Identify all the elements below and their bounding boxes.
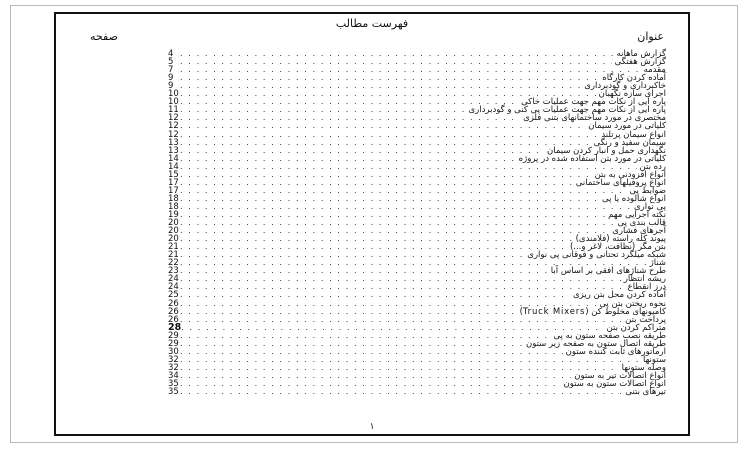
- column-header-topic: عنوان: [637, 30, 664, 43]
- toc-page-number: 18: [168, 193, 179, 204]
- toc-leader-dots: [180, 122, 585, 130]
- toc-entry-title: آجرهای فشاری: [612, 226, 666, 237]
- toc-leader-dots: [180, 211, 605, 219]
- toc-page-number: 34: [168, 370, 179, 381]
- toc-entry-title: ارماتورهای ثابت کننده ستون: [565, 346, 666, 357]
- toc-leader-dots: [180, 308, 517, 316]
- toc-page-number: 24: [168, 274, 179, 285]
- toc-page-number: 24: [168, 282, 179, 293]
- toc-leader-dots: [180, 219, 615, 227]
- toc-page-number: 17: [168, 177, 179, 188]
- toc-leader-dots: [180, 364, 619, 372]
- toc-page-number: 32: [168, 354, 179, 365]
- toc-entry-title: کلیاتی در مورد سیمان: [588, 121, 666, 132]
- toc-entry: [168, 58, 666, 66]
- toc-leader-dots: [180, 227, 609, 235]
- toc-page-number: 35: [168, 378, 179, 389]
- toc-leader-dots: [180, 58, 612, 66]
- toc-entry-title: مختصری در مورد ساختمانهای بتنی فلزی: [523, 113, 666, 124]
- page-number: ۱: [369, 422, 375, 432]
- toc-leader-dots: [180, 50, 614, 58]
- toc-entry: [168, 203, 666, 211]
- toc-page-number: 17: [168, 185, 179, 196]
- toc-page-number: 32: [168, 362, 179, 373]
- toc-entry-title: انواع اتصالات ستون به ستون: [563, 378, 666, 389]
- toc-page-number: 13: [168, 145, 179, 156]
- toc-leader-dots: [180, 251, 524, 259]
- toc-leader-dots: [180, 195, 599, 203]
- toc-leader-dots: [180, 114, 520, 122]
- toc-entry-title: گزارش ماهانه: [616, 49, 666, 60]
- toc-page-number: 9: [168, 73, 174, 84]
- toc-page-number: 10: [168, 89, 179, 100]
- toc-entry-title: سیمان سفید و رنگی: [593, 137, 666, 148]
- toc-page-number: 14: [168, 161, 179, 172]
- toc-entry-title: رده بتن: [639, 161, 666, 172]
- toc-page-number: 28: [168, 321, 182, 333]
- toc-leader-dots: [180, 316, 622, 324]
- toc-page-number: 23: [168, 266, 179, 277]
- toc-page-number: 21: [168, 242, 179, 253]
- toc-entry-title: آماده کردن کارگاه: [602, 73, 666, 84]
- toc-page-number: 26: [168, 306, 179, 317]
- toc-entry-title: نگهداری حمل و انبار کردن سیمان: [547, 145, 666, 156]
- toc-leader-dots: [180, 139, 591, 147]
- toc-entry: [168, 195, 666, 203]
- toc-leader-dots: [180, 106, 465, 114]
- toc-leader-dots: [181, 324, 603, 332]
- toc-leader-dots: [180, 340, 523, 348]
- toc-leader-dots: [180, 332, 550, 340]
- toc-page-number: 18: [168, 201, 179, 212]
- toc-entry-title: انواع شالوده یا پی: [602, 193, 666, 204]
- toc-page-number: 12: [168, 129, 179, 140]
- toc-leader-dots: [180, 203, 631, 211]
- toc-entry-title: انواع پروفیلهای ساختمانی: [575, 177, 666, 188]
- toc-page-number: 26: [168, 314, 179, 325]
- toc-entry-title: نکته اجرایی مهم: [608, 209, 666, 220]
- toc-leader-dots: [180, 267, 548, 275]
- toc-entry: [168, 308, 666, 316]
- toc-entry-title: انواع سیمان پرتلند: [601, 129, 666, 140]
- toc-entry-title: پرداخت بتن: [625, 314, 666, 325]
- toc-page-number: 30: [168, 346, 179, 357]
- toc-leader-dots: [180, 372, 571, 380]
- toc-entry-title: تیرهای بتنی: [625, 387, 666, 398]
- toc-entry: [168, 50, 666, 58]
- toc-entry: [168, 179, 666, 187]
- toc-entry-title: متراکم کردن بتن: [606, 322, 666, 333]
- toc-entry: [168, 380, 666, 388]
- toc-page-number: 21: [168, 250, 179, 261]
- toc-page-number: 25: [168, 290, 179, 301]
- toc-entry-title: پاره ایی از نکات مهم جهت عملیات خاکی: [521, 97, 666, 108]
- toc-entry-title: طریقه اتصال ستون به صفحه زیر ستون: [525, 338, 666, 349]
- toc-page-number: 10: [168, 97, 179, 108]
- toc-page-number: 12: [168, 113, 179, 124]
- toc-entry-title: ریشه انتظار: [623, 274, 666, 285]
- toc-leader-dots: [180, 163, 637, 171]
- toc-page-number: 26: [168, 298, 179, 309]
- toc-entry-title: کلیاتی در مورد بتن استفاده شده در پروژه: [518, 153, 666, 164]
- toc-leader-dots: [180, 388, 622, 396]
- toc-leader-dots: [180, 243, 567, 251]
- toc-leader-dots: [180, 187, 626, 195]
- toc-page-number: 20: [168, 226, 179, 237]
- toc-leader-dots: [180, 82, 581, 90]
- toc-entry: [168, 275, 666, 283]
- toc-entry-title: نحوه ریختن بتن پی: [599, 298, 666, 309]
- toc-entry: [168, 187, 666, 195]
- toc-page-number: 19: [168, 209, 179, 220]
- toc-page-number: 20: [168, 218, 179, 229]
- toc-page-number: 13: [168, 137, 179, 148]
- toc-page-number: 15: [168, 169, 179, 180]
- toc-entry: [168, 348, 666, 356]
- toc-leader-dots: [180, 98, 518, 106]
- toc-entry-title: خاکبرداری و گودبرداری: [584, 81, 666, 92]
- toc-leader-dots: [180, 275, 621, 283]
- toc-entry-title: کامیونهای مخلوط کن (Truck Mixers): [519, 306, 666, 317]
- toc-page-number: 14: [168, 153, 179, 164]
- toc-leader-dots: [180, 235, 573, 243]
- toc-entry: [168, 130, 666, 138]
- toc-entry-title: ضوابط پی: [629, 185, 666, 196]
- toc-entry: [168, 163, 666, 171]
- toc-leader-dots: [180, 380, 561, 388]
- toc-page-number: 5: [168, 57, 174, 68]
- toc-entry: [168, 66, 666, 74]
- document-page: [54, 12, 690, 436]
- toc-entry-title: طرح شناژهای افقی بر اساس آبا: [550, 266, 666, 277]
- toc-entry-title: اجرای سازه نگهبان: [598, 89, 666, 100]
- toc-leader-dots: [180, 66, 641, 74]
- toc-entry: [168, 251, 666, 259]
- toc-entry: [168, 122, 666, 130]
- toc-page-number: 29: [168, 330, 179, 341]
- toc-entry: [168, 82, 666, 90]
- toc-leader-dots: [180, 348, 563, 356]
- toc-page-number: 29: [168, 338, 179, 349]
- toc-leader-dots: [180, 291, 570, 299]
- toc-entry: [168, 356, 666, 364]
- toc-entry-title: قالب بندی پی: [617, 218, 666, 229]
- toc-entry-title: انواع اتصالات تیر به ستون: [574, 370, 666, 381]
- toc-entry: [168, 388, 666, 396]
- toc-page-number: 22: [168, 258, 179, 269]
- toc-entry: [168, 267, 666, 275]
- toc-entry-title: ستونها: [643, 354, 666, 365]
- toc-leader-dots: [180, 131, 598, 139]
- toc-leader-dots: [180, 155, 516, 163]
- toc-page-number: 35: [168, 387, 179, 398]
- toc-leader-dots: [180, 147, 544, 155]
- toc-page-number: 4: [168, 49, 174, 60]
- toc-entry: [168, 219, 666, 227]
- toc-entry-title: شبکه میلگرد تحتانی و فوقانی پی نواری: [527, 250, 666, 261]
- toc-entry-title: پاره ایی از نکات مهم جهت عملیات پی کنی و گودبرداری: [468, 105, 666, 116]
- toc-entry-title: بتن مگر (نظافت، لاغر و...): [569, 242, 666, 253]
- toc-entry-title: انواع افزودنی به بتن: [594, 169, 666, 180]
- toc-entry-title: پی نواری: [633, 201, 666, 212]
- toc-leader-dots: [180, 171, 592, 179]
- toc-entry: [168, 316, 666, 324]
- toc-page-number: 20: [168, 234, 179, 245]
- toc-leader-dots: [180, 283, 625, 291]
- page-title: فهرست مطالب: [335, 17, 409, 30]
- toc-leader-dots: [180, 356, 640, 364]
- toc-entry-title: طریقه نصب صفحه ستون به پی: [553, 330, 666, 341]
- toc-page-number: 12: [168, 121, 179, 132]
- toc-entry-title: پیوند کله راسته (فلامندی): [575, 234, 666, 245]
- column-header-page: صفحه: [90, 30, 118, 43]
- toc-leader-dots: [180, 179, 573, 187]
- toc-entry-title: شناژ: [649, 258, 666, 269]
- toc-page-number: 11: [168, 105, 179, 116]
- toc-entry: [168, 155, 666, 163]
- toc-entry-title: وصله ستونها: [621, 362, 666, 373]
- toc-page-number: 7: [168, 65, 174, 76]
- toc-leader-dots: [180, 74, 599, 82]
- toc-entry-title: درز انقطاع: [627, 282, 666, 293]
- toc-entry: [168, 211, 666, 219]
- toc-page-number: 9: [168, 81, 174, 92]
- toc-entry: [168, 291, 666, 299]
- table-of-contents: [168, 50, 666, 396]
- toc-entry-title: آماده کردن محل بتن ریزی: [572, 290, 666, 301]
- toc-entry-title: گزارش هفتگی: [614, 57, 666, 68]
- toc-entry-title: مقدمه: [643, 65, 666, 76]
